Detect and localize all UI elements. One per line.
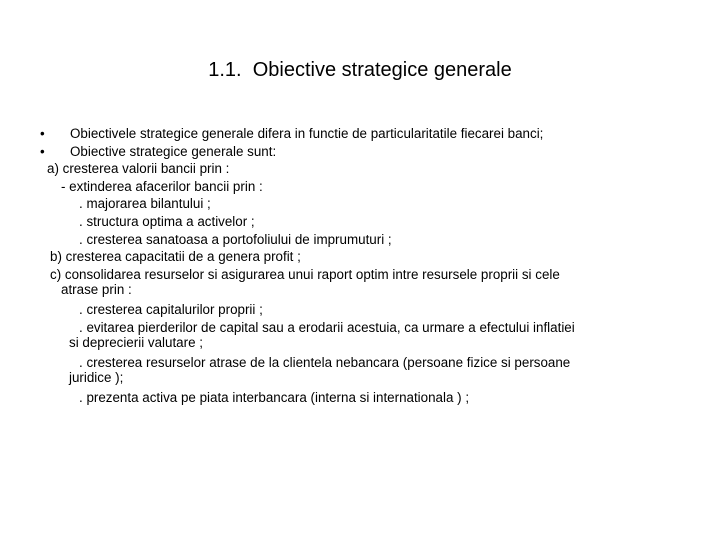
item-c: c) consolidarea resurselor si asigurarea unui raport optim intre resursele proprii si cele bbox=[50, 266, 560, 282]
list-item bbox=[0, 354, 720, 372]
sub-item: . evitarea pierderilor de capital sau a erodarii acestuia, ca urmare a efectului inflatiei bbox=[79, 319, 575, 335]
item-a-extension: - extinderea afacerilor bancii prin : bbox=[61, 178, 263, 194]
sub-item: . majorarea bilantului ; bbox=[79, 196, 211, 212]
list-item bbox=[0, 319, 720, 337]
item-b: b) cresterea capacitatii de a genera profit ; bbox=[50, 249, 301, 265]
list-item bbox=[0, 283, 720, 297]
list-item bbox=[0, 371, 720, 385]
list-item bbox=[0, 213, 720, 231]
bullet-icon: • bbox=[40, 143, 45, 159]
bullet-text: Obiectivele strategice generale difera in functie de particularitatile fiecarei banci; bbox=[70, 126, 544, 141]
item-c-continuation: atrase prin : bbox=[61, 282, 132, 298]
sub-item-continuation: si deprecierii valutare ; bbox=[69, 335, 203, 351]
bullet-item bbox=[0, 125, 720, 143]
sub-item: . structura optima a activelor ; bbox=[79, 213, 255, 229]
sub-item: . cresterea capitalurilor proprii ; bbox=[79, 301, 263, 317]
slide-content bbox=[0, 125, 720, 407]
bullet-item bbox=[0, 143, 720, 161]
list-item bbox=[0, 160, 720, 178]
sub-item: . prezenta activa pe piata interbancara (interna si internationala ) ; bbox=[79, 389, 470, 405]
list-item bbox=[0, 178, 720, 196]
list-item bbox=[0, 231, 720, 249]
list-item bbox=[0, 301, 720, 319]
bullet-icon: • bbox=[40, 126, 45, 141]
list-item bbox=[0, 248, 720, 266]
bullet-text: Obiective strategice generale sunt: bbox=[70, 143, 277, 159]
slide-title: 1.1. Obiective strategice generale bbox=[208, 59, 512, 81]
item-a: a) cresterea valorii bancii prin : bbox=[47, 161, 230, 177]
list-item bbox=[0, 195, 720, 213]
list-item bbox=[0, 389, 720, 407]
list-item bbox=[0, 336, 720, 350]
sub-item-continuation: juridice ); bbox=[69, 370, 124, 386]
list-item bbox=[0, 266, 720, 284]
sub-item: . cresterea sanatoasa a portofoliului de imprumuturi ; bbox=[79, 231, 392, 247]
sub-item: . cresterea resurselor atrase de la clientela nebancara (persoane fizice si persoane bbox=[79, 354, 571, 370]
